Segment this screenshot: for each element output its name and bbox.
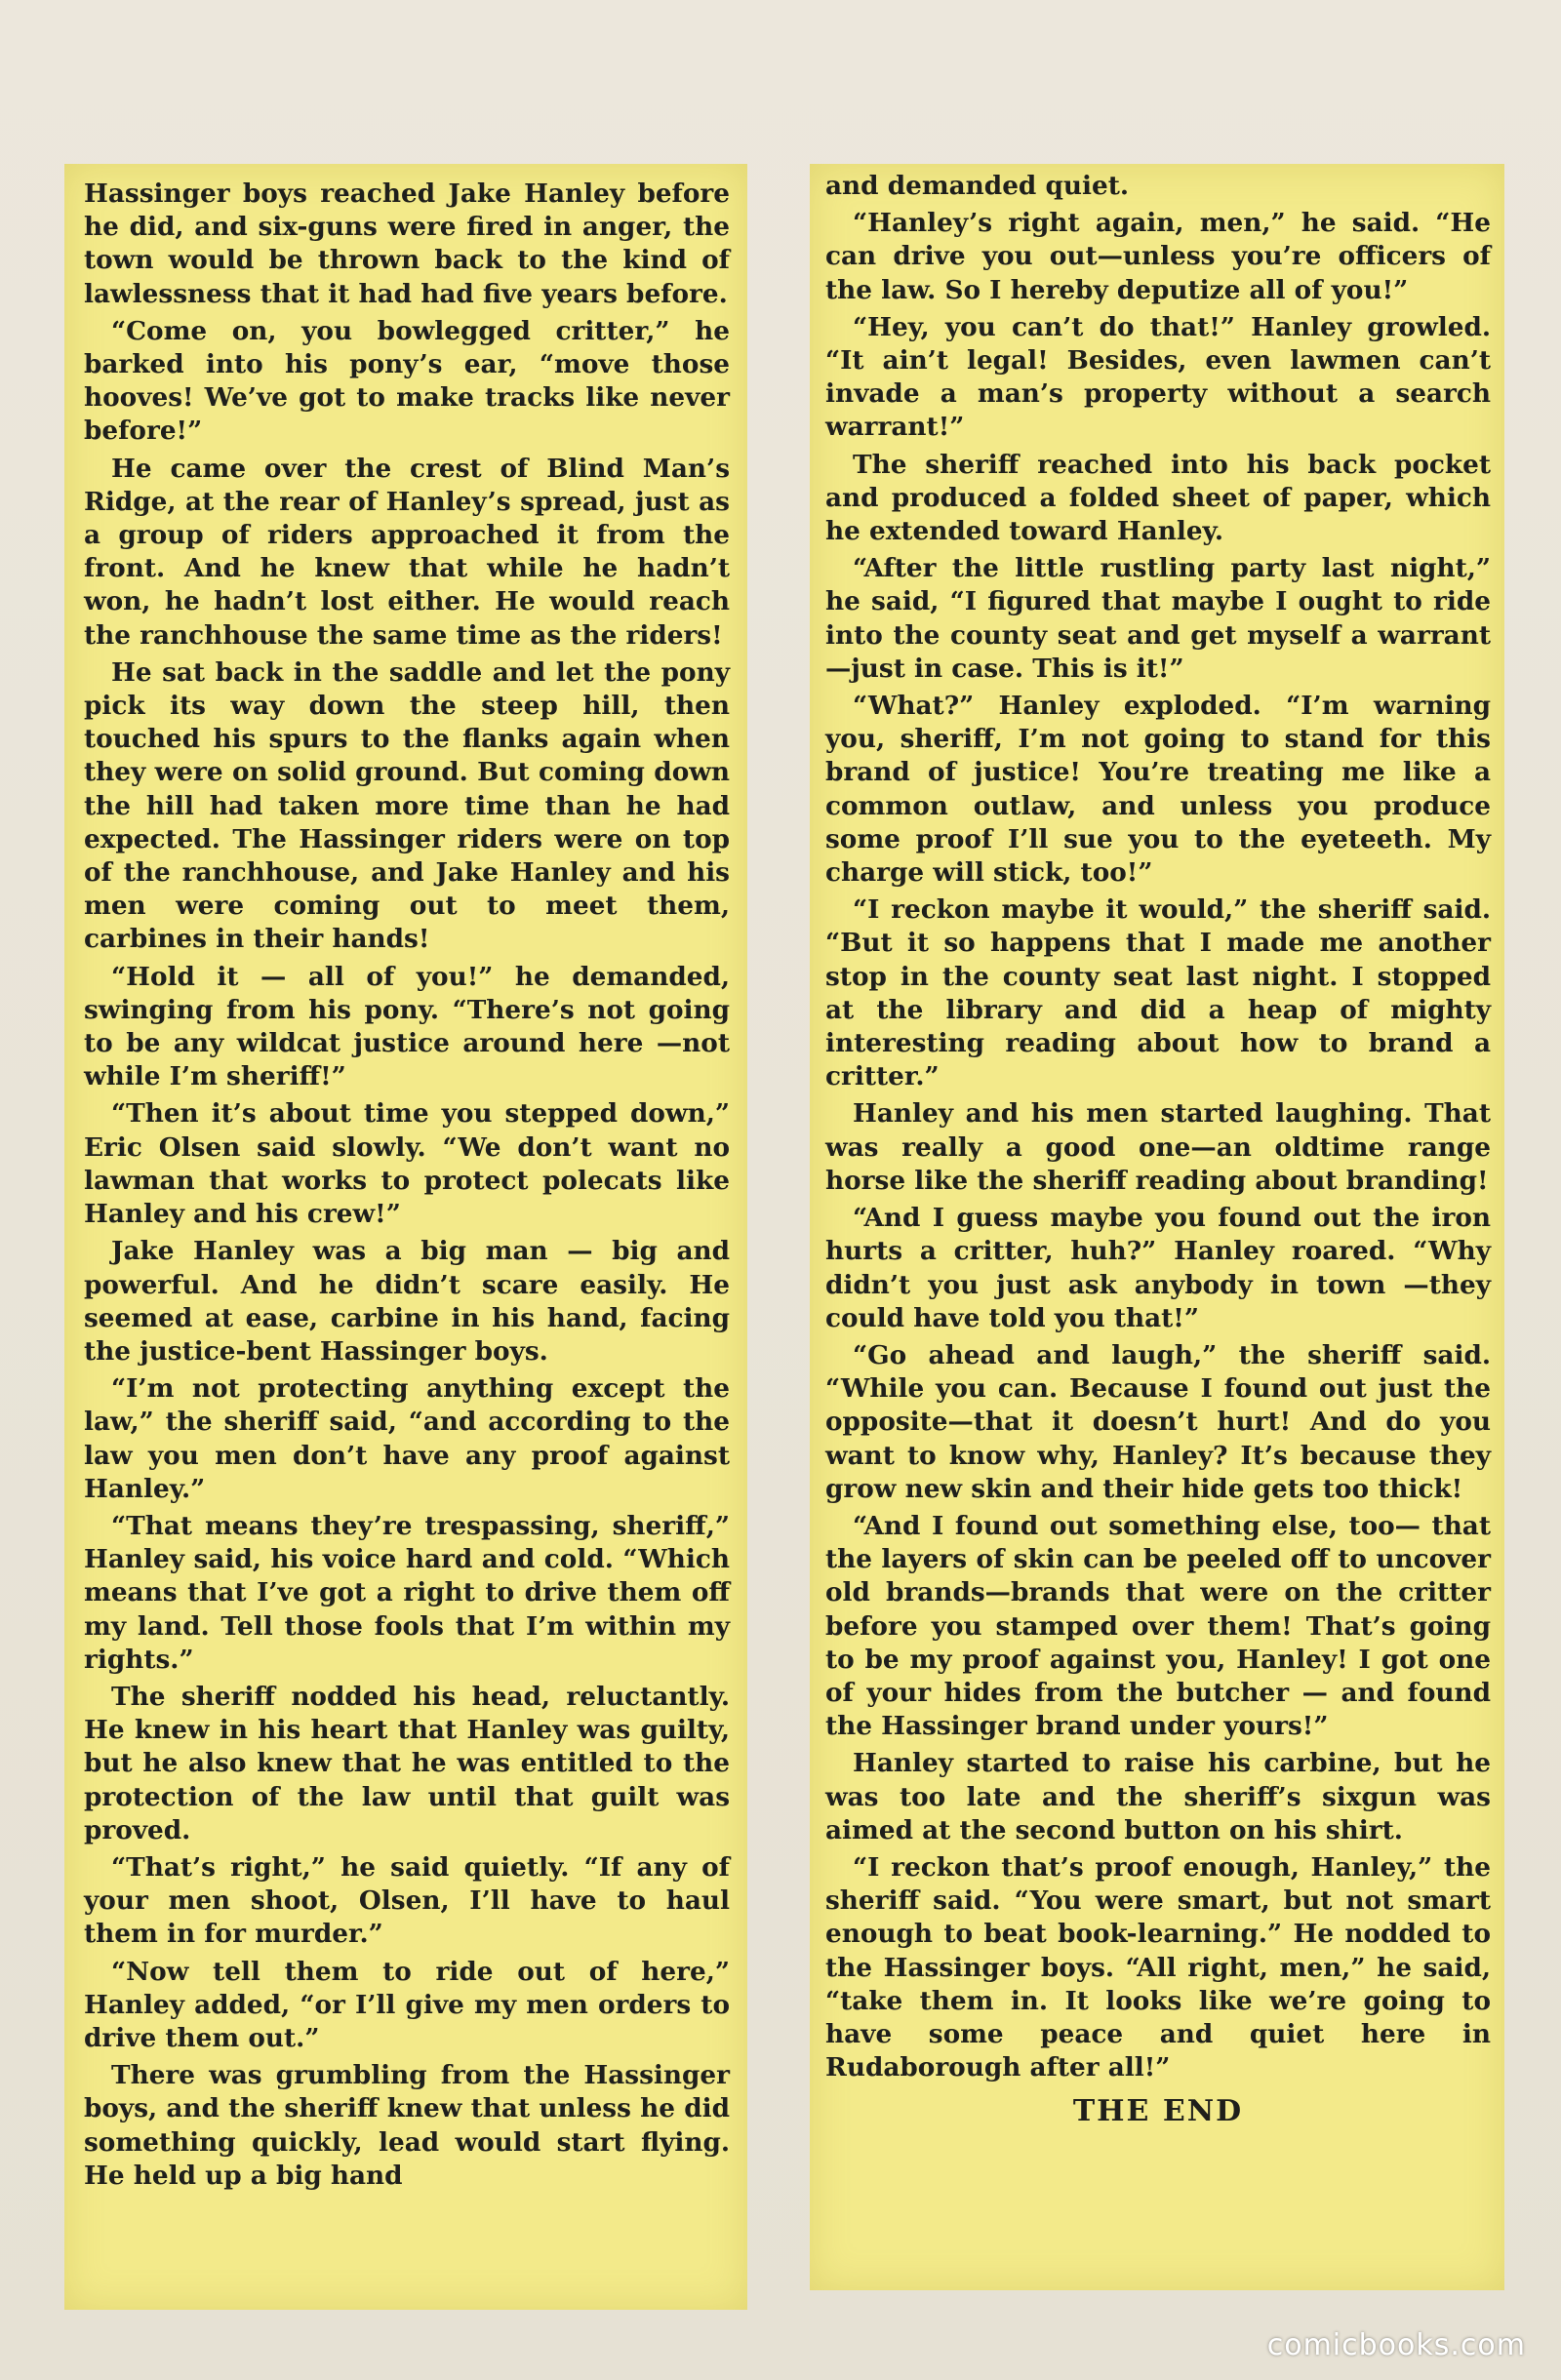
story-paragraph: Hanley and his men started laughing. That was really a good one—an oldtime range horse like the sheriff reading about branding! <box>825 1098 1491 1196</box>
story-paragraph: “I reckon that’s proof enough, Hanley,” the sheriff said. “You were smart, but not smart enough to beat book-learning.” He nodded to the Hassinger boys. “All right, men,” he said, “take them in. It looks like we’re going to have some peace and quiet here in Rudaborough after all!” <box>825 1851 1491 2083</box>
story-paragraph: He sat back in the saddle and let the pony pick its way down the steep hill, then touched his spurs to the flanks again when they were on solid ground. But coming down the hill had taken more time than he had expected. The Hassinger riders were on top of the ranchhouse, and Jake Hanley and his men were coming out to meet them, carbines in their hands! <box>84 656 730 955</box>
story-paragraph: “Go ahead and laugh,” the sheriff said. “While you can. Because I found out just the opposite—that it doesn’t hurt! And do you want to know why, Hanley? It’s because they grow new skin and their hide gets too thick! <box>825 1339 1491 1504</box>
story-paragraph: “What?” Hanley exploded. “I’m warning you, sheriff, I’m not going to stand for this brand of justice! You’re treating me like a common outlaw, and unless you produce some proof I’ll sue you to the eyeteeth. My charge will stick, too!” <box>825 691 1491 889</box>
story-paragraph: “Now tell them to ride out of here,” Hanley added, “or I’ll give my men orders to drive them out.” <box>84 1956 730 2053</box>
story-paragraph: and demanded quiet. <box>825 171 1129 201</box>
story-paragraph: “That’s right,” he said quietly. “If any of your men shoot, Olsen, I’ll have to haul them in for murder.” <box>84 1851 730 1950</box>
story-paragraph: “And I guess maybe you found out the iron hurts a critter, huh?” Hanley roared. “Why didn’t you just ask anybody in town —they could have told you that!” <box>825 1203 1491 1333</box>
story-paragraph: “I’m not protecting anything except the law,” the sheriff said, “and according to the law you men don’t have any proof against Hanley.” <box>84 1373 730 1504</box>
story-paragraph: “Hold it — all of you!” he demanded, swinging from his pony. “There’s not going to be any wildcat justice around here —not while I’m sheriff!” <box>84 961 730 1092</box>
story-paragraph: “Hanley’s right again, men,” he said. “He can drive you out—unless you’re officers of the law. So I hereby deputize all of you!” <box>825 208 1491 305</box>
text-column-right <box>810 164 1504 2290</box>
story-paragraph: “After the little rustling party last night,” he said, “I figured that maybe I ought to ride into the county seat and get myself a warrant—just in case. This is it!” <box>825 553 1491 684</box>
story-paragraph: Hassinger boys reached Jake Hanley before he did, and six-guns were fired in anger, the town would be thrown back to the kind of lawlessness that it had had five years before. <box>84 178 730 309</box>
the-end-label: THE END <box>1072 2094 1244 2129</box>
watermark: comicbooks.com <box>1266 2328 1526 2362</box>
text-column-left <box>64 164 747 2310</box>
story-paragraph: “I reckon maybe it would,” the sheriff said. “But it so happens that I made me another stop in the county seat last night. I stopped at the library and did a heap of mighty interesting reading about how to brand a critter.” <box>825 894 1491 1092</box>
story-paragraph: “Hey, you can’t do that!” Hanley growled. “It ain’t legal! Besides, even lawmen can’t invade a man’s property without a search warrant!” <box>825 311 1491 443</box>
story-paragraph: “Then it’s about time you stepped down,” Eric Olsen said slowly. “We don’t want no lawman that works to protect polecats like Hanley and his crew!” <box>84 1098 730 1230</box>
story-paragraph: The sheriff nodded his head, reluctantly. He knew in his heart that Hanley was guilty, but he also knew that he was entitled to the protection of the law until that guilt was proved. <box>84 1681 730 1845</box>
story-paragraph: Hanley started to raise his carbine, but he was too late and the sheriff’s sixgun was aimed at the second button on his shirt. <box>825 1748 1491 1845</box>
story-paragraph: He came over the crest of Blind Man’s Ridge, at the rear of Hanley’s spread, just as a group of riders approached it from the front. And he knew that while he hadn’t won, he hadn’t lost either. He would reach the ranchhouse the same time as the riders! <box>84 453 730 651</box>
story-paragraph: “And I found out something else, too— that the layers of skin can be peeled off to uncover old brands—brands that were on the critter before you stamped over them! That’s going to be my proof against you, Hanley! I got one of your hides from the butcher — and found the Hassinger brand under yours!” <box>825 1510 1491 1742</box>
story-paragraph: “Come on, you bowlegged critter,” he barked into his pony’s ear, “move those hooves! We’ve got to make tracks like never before!” <box>84 315 730 447</box>
story-paragraph: The sheriff reached into his back pocket and produced a folded sheet of paper, which he extended toward Hanley. <box>825 449 1491 547</box>
story-paragraph: There was grumbling from the Hassinger boys, and the sheriff knew that unless he did something quickly, lead would start flying. He held up a big hand <box>84 2060 730 2191</box>
story-paragraph: Jake Hanley was a big man — big and powerful. And he didn’t scare easily. He seemed at ease, carbine in his hand, facing the justice-bent Hassinger boys. <box>84 1236 730 1367</box>
story-paragraph: “That means they’re trespassing, sheriff,” Hanley said, his voice hard and cold. “Which means that I’ve got a right to drive them off my land. Tell those fools that I’m within my rights.” <box>84 1510 730 1675</box>
